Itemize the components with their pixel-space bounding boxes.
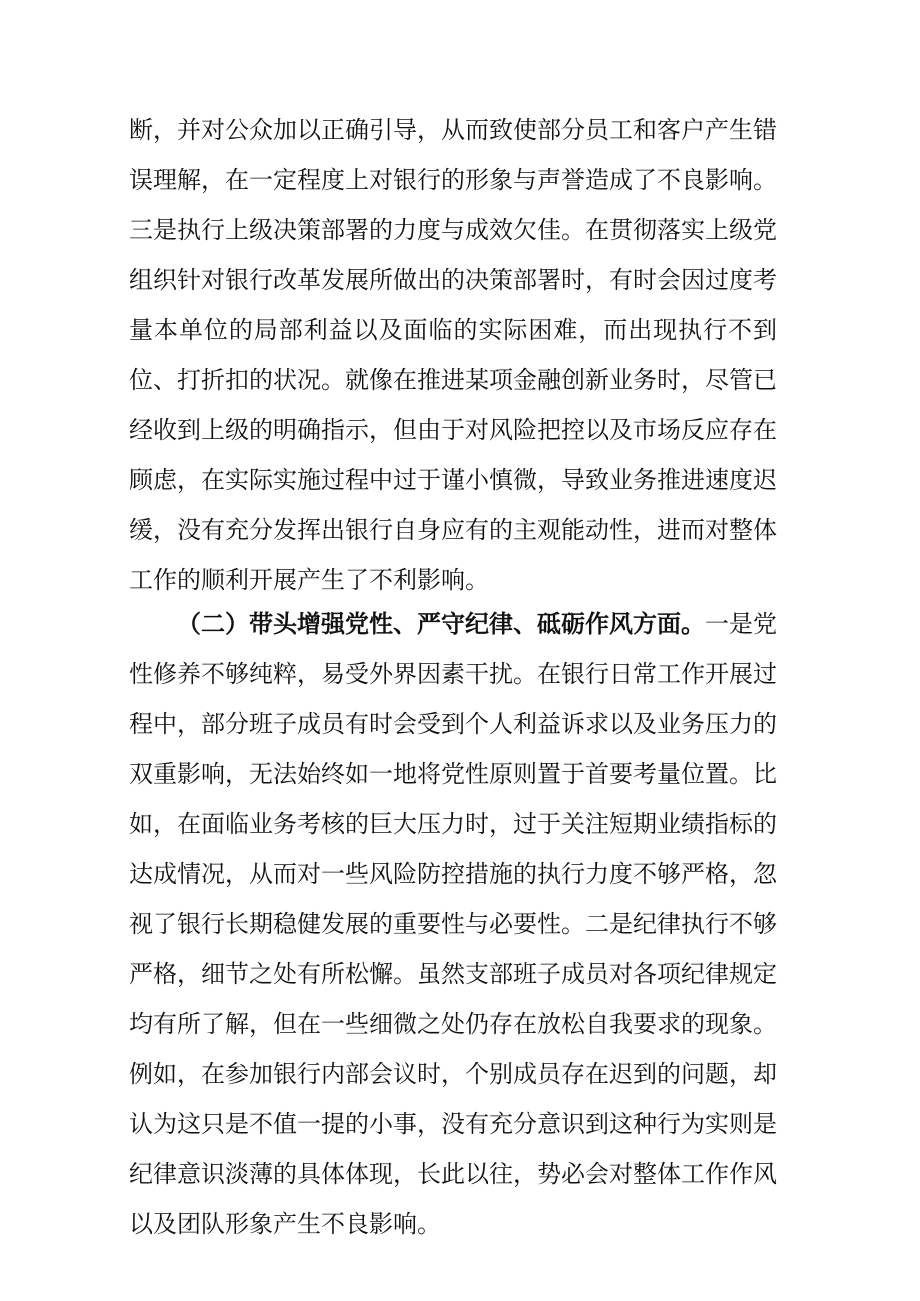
section-paragraph bbox=[129, 599, 777, 1249]
section-body: 一是党性修养不够纯粹，易受外界因素干扰。在银行日常工作开展过程中，部分班子成员有时会受到个人利益诉求以及业务压力的双重影响，无法始终如一地将党性原则置于首要考量位置。比如，在面临业务考核的巨大压力时，过于关注短期业绩指标的达成情况，从而对一些风险防控措施的执行力度不够严格，忽视了银行长期稳健发展的重要性与必要性。二是纪律执行不够严格，细节之处有所松懈。虽然支部班子成员对各项纪律规定均有所了解，但在一些细微之处仍存在放松自我要求的现象。例如，在参加银行内部会议时，个别成员存在迟到的问题，却认为这只是不值一提的小事，没有充分意识到这种行为实则是纪律意识淡薄的具体体现，长此以往，势必会对整体工作作风以及团队形象产生不良影响。 bbox=[129, 610, 777, 1238]
paragraph-continuation: 断，并对公众加以正确引导，从而致使部分员工和客户产生错误理解，在一定程度上对银行的形象与声誉造成了不良影响。三是执行上级决策部署的力度与成效欠佳。在贯彻落实上级党组织针对银行改革发展所做出的决策部署时，有时会因过度考量本单位的局部利益以及面临的实际困难，而出现执行不到位、打折扣的状况。就像在推进某项金融创新业务时，尽管已经收到上级的明确指示，但由于对风险把控以及市场反应存在顾虑，在实际实施过程中过于谨小慎微，导致业务推进速度迟缓，没有充分发挥出银行自身应有的主观能动性，进而对整体工作的顺利开展产生了不利影响。 bbox=[129, 116, 777, 594]
section-heading: （二）带头增强党性、严守纪律、砥砺作风方面。 bbox=[177, 609, 705, 638]
